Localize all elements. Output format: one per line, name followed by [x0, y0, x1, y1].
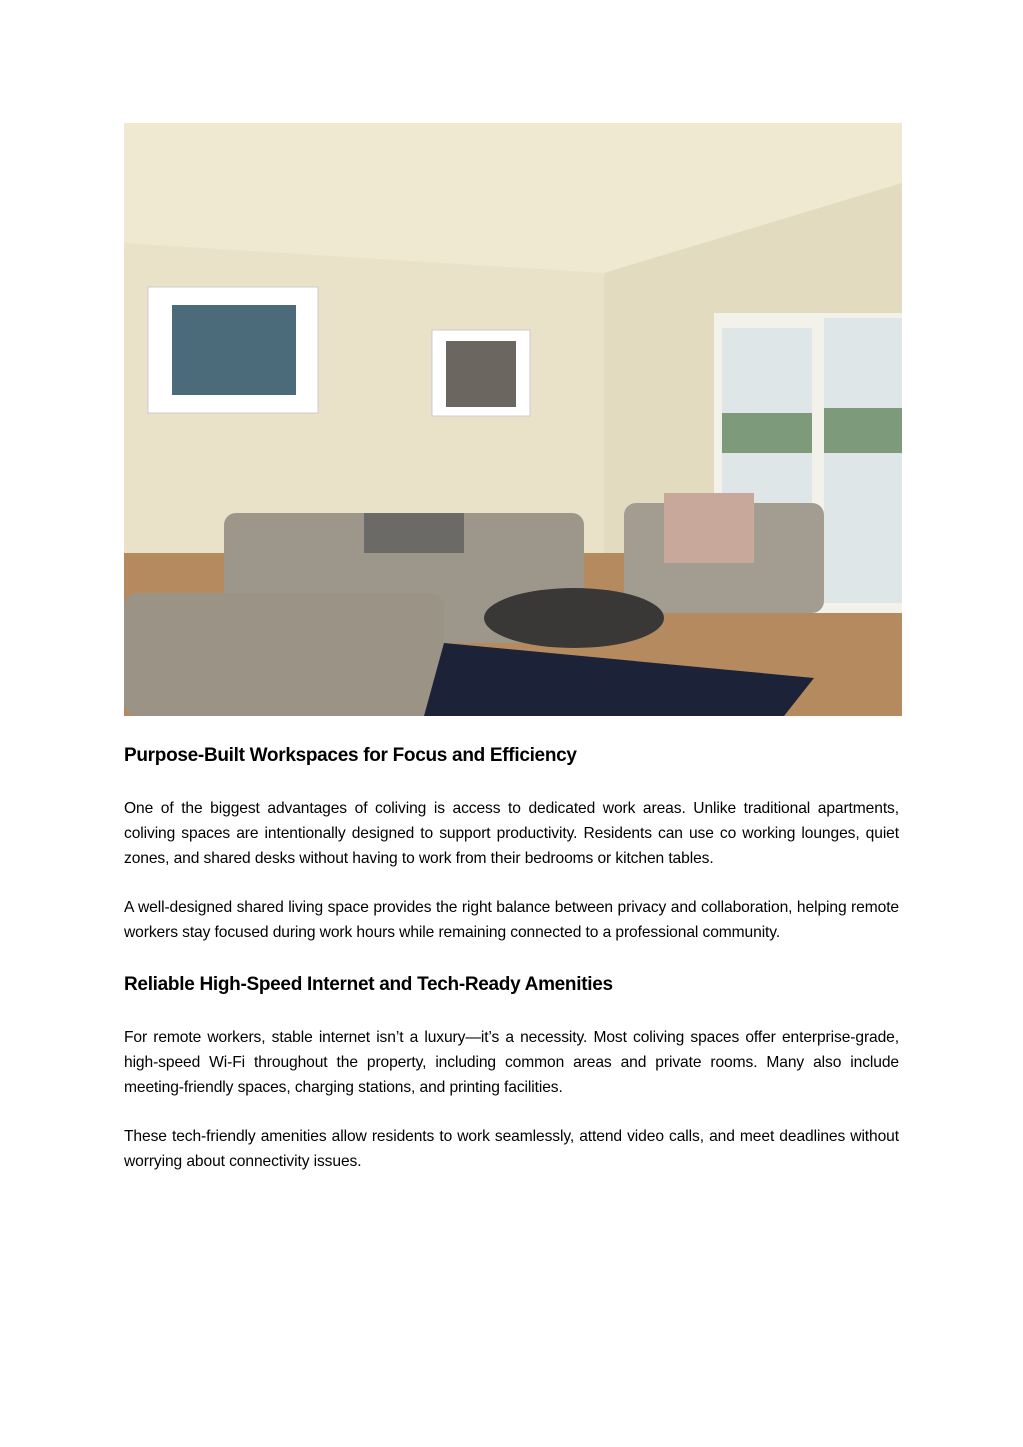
article-body: [124, 742, 899, 1174]
section-heading: Reliable High-Speed Internet and Tech-Ready Amenities: [124, 974, 613, 995]
section-heading: Purpose-Built Workspaces for Focus and Efficiency: [124, 745, 577, 766]
paragraph: A well-designed shared living space provides the right balance between privacy and collaboration, helping remote workers stay focused during work hours while remaining connected to a professional community.: [124, 899, 899, 941]
paragraph: One of the biggest advantages of coliving is access to dedicated work areas. Unlike traditional apartments, coliving spaces are intentionally designed to support productivity. Residents can use co working lounges, quiet zones, and shared desks without having to work from their bedrooms or kitchen tables.: [124, 800, 899, 867]
paragraph: For remote workers, stable internet isn’t a luxury—it’s a necessity. Most coliving spaces offer enterprise-grade, high-speed Wi-Fi throughout the property, including common areas and private rooms. Many also include meeting-friendly spaces, charging stations, and printing facilities.: [124, 1029, 899, 1096]
paragraph: These tech-friendly amenities allow residents to work seamlessly, attend video calls, and meet deadlines without worrying about connectivity issues.: [124, 1128, 899, 1170]
living-room-photo: [124, 123, 902, 716]
